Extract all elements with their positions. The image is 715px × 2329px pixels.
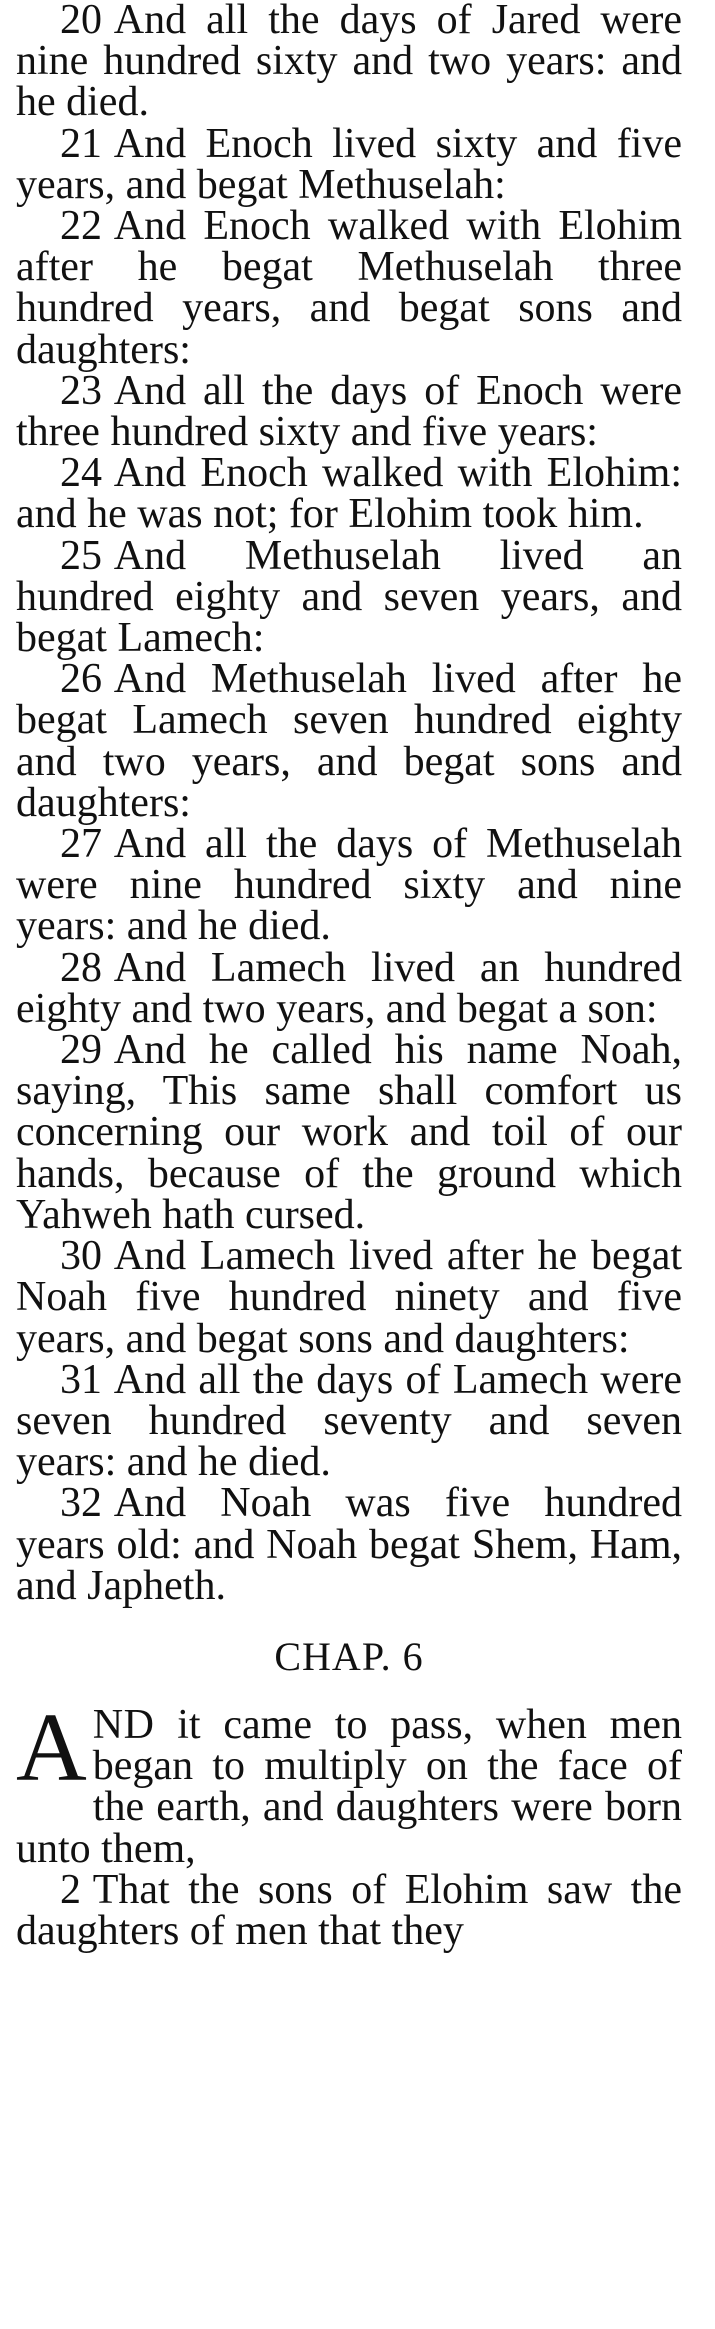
verse-text: And Lamech lived an hundred eighty and two years, and begat a son: bbox=[16, 944, 682, 1032]
verse-text: That the sons of Elohim saw the daughters of men that they bbox=[16, 1866, 682, 1954]
verse-text: And Methuselah lived an hundred eighty and seven years, and begat Lamech: bbox=[16, 532, 682, 662]
verse-text: And Enoch lived sixty and five years, and begat Methuselah: bbox=[16, 120, 682, 208]
verse-32 bbox=[16, 1480, 682, 1609]
verse-1 bbox=[16, 1693, 682, 1872]
verse-text: And Enoch walked with Elohim: and he was not; for Elohim took him. bbox=[16, 450, 682, 538]
verse-text: And all the days of Jared were nine hundred sixty and two years: and he died. bbox=[16, 0, 682, 126]
verse-21 bbox=[16, 120, 682, 208]
verse-text: And all the days of Methuselah were nine hundred sixty and nine years: and he died. bbox=[16, 821, 682, 950]
chapter-heading: CHAP. 6 bbox=[274, 1633, 424, 1679]
scripture-page bbox=[16, 0, 682, 1952]
verse-number: 31 bbox=[60, 1356, 102, 1403]
verse-30 bbox=[16, 1233, 682, 1362]
verse-28 bbox=[16, 944, 682, 1032]
verse-number: 22 bbox=[60, 203, 102, 250]
verse-text: And Enoch walked with Elohim after he begat Methuselah three hundred years, and begat sons and daughters: bbox=[16, 203, 682, 373]
verse-number: 26 bbox=[60, 656, 102, 703]
verse-31 bbox=[16, 1356, 682, 1486]
verse-number: 2 bbox=[60, 1866, 81, 1913]
verse-23 bbox=[16, 367, 682, 456]
verse-number: 32 bbox=[60, 1480, 102, 1527]
verse-number: 25 bbox=[60, 532, 102, 579]
verse-25 bbox=[16, 532, 682, 662]
verse-number: 29 bbox=[60, 1027, 102, 1074]
verse-text: And all the days of Enoch were three hundred sixty and five years: bbox=[16, 367, 682, 456]
verse-text: And all the days of Lamech were seven hundred seventy and seven years: and he died. bbox=[16, 1356, 682, 1486]
verse-text: And he called his name Noah, saying, This same shall comfort us concerning our work and toil of our hands, because of the ground which Yahweh hath cursed. bbox=[16, 1027, 682, 1238]
verse-24 bbox=[16, 450, 682, 538]
verse-text: And Noah was five hundred years old: and Noah begat Shem, Ham, and Japheth. bbox=[16, 1480, 682, 1609]
verse-text: And Lamech lived after he begat Noah five hundred ninety and five years, and begat sons and daughters: bbox=[16, 1233, 682, 1362]
verse-22 bbox=[16, 203, 682, 373]
verse-number: 28 bbox=[60, 944, 102, 991]
verse-number: 30 bbox=[60, 1233, 102, 1280]
verse-20 bbox=[16, 0, 682, 124]
verse-29 bbox=[16, 1027, 682, 1238]
verse-number: 23 bbox=[60, 367, 102, 414]
verse-number: 24 bbox=[60, 450, 102, 497]
verse-number: 21 bbox=[60, 120, 102, 167]
verse-text: And Methuselah lived after he begat Lamech seven hundred eighty and two years, and begat sons and daughters: bbox=[16, 656, 682, 826]
verse-number: 20 bbox=[60, 0, 102, 43]
verse-text: it came to pass, when men began to multiply on the face of the earth, and daughters were born unto them, bbox=[16, 1701, 682, 1872]
small-caps-lead: ND bbox=[92, 1701, 155, 1748]
drop-cap: A bbox=[16, 1693, 87, 1802]
verse-2 bbox=[16, 1866, 682, 1954]
verse-26 bbox=[16, 656, 682, 826]
verse-27 bbox=[16, 821, 682, 950]
verse-number: 27 bbox=[60, 821, 102, 868]
